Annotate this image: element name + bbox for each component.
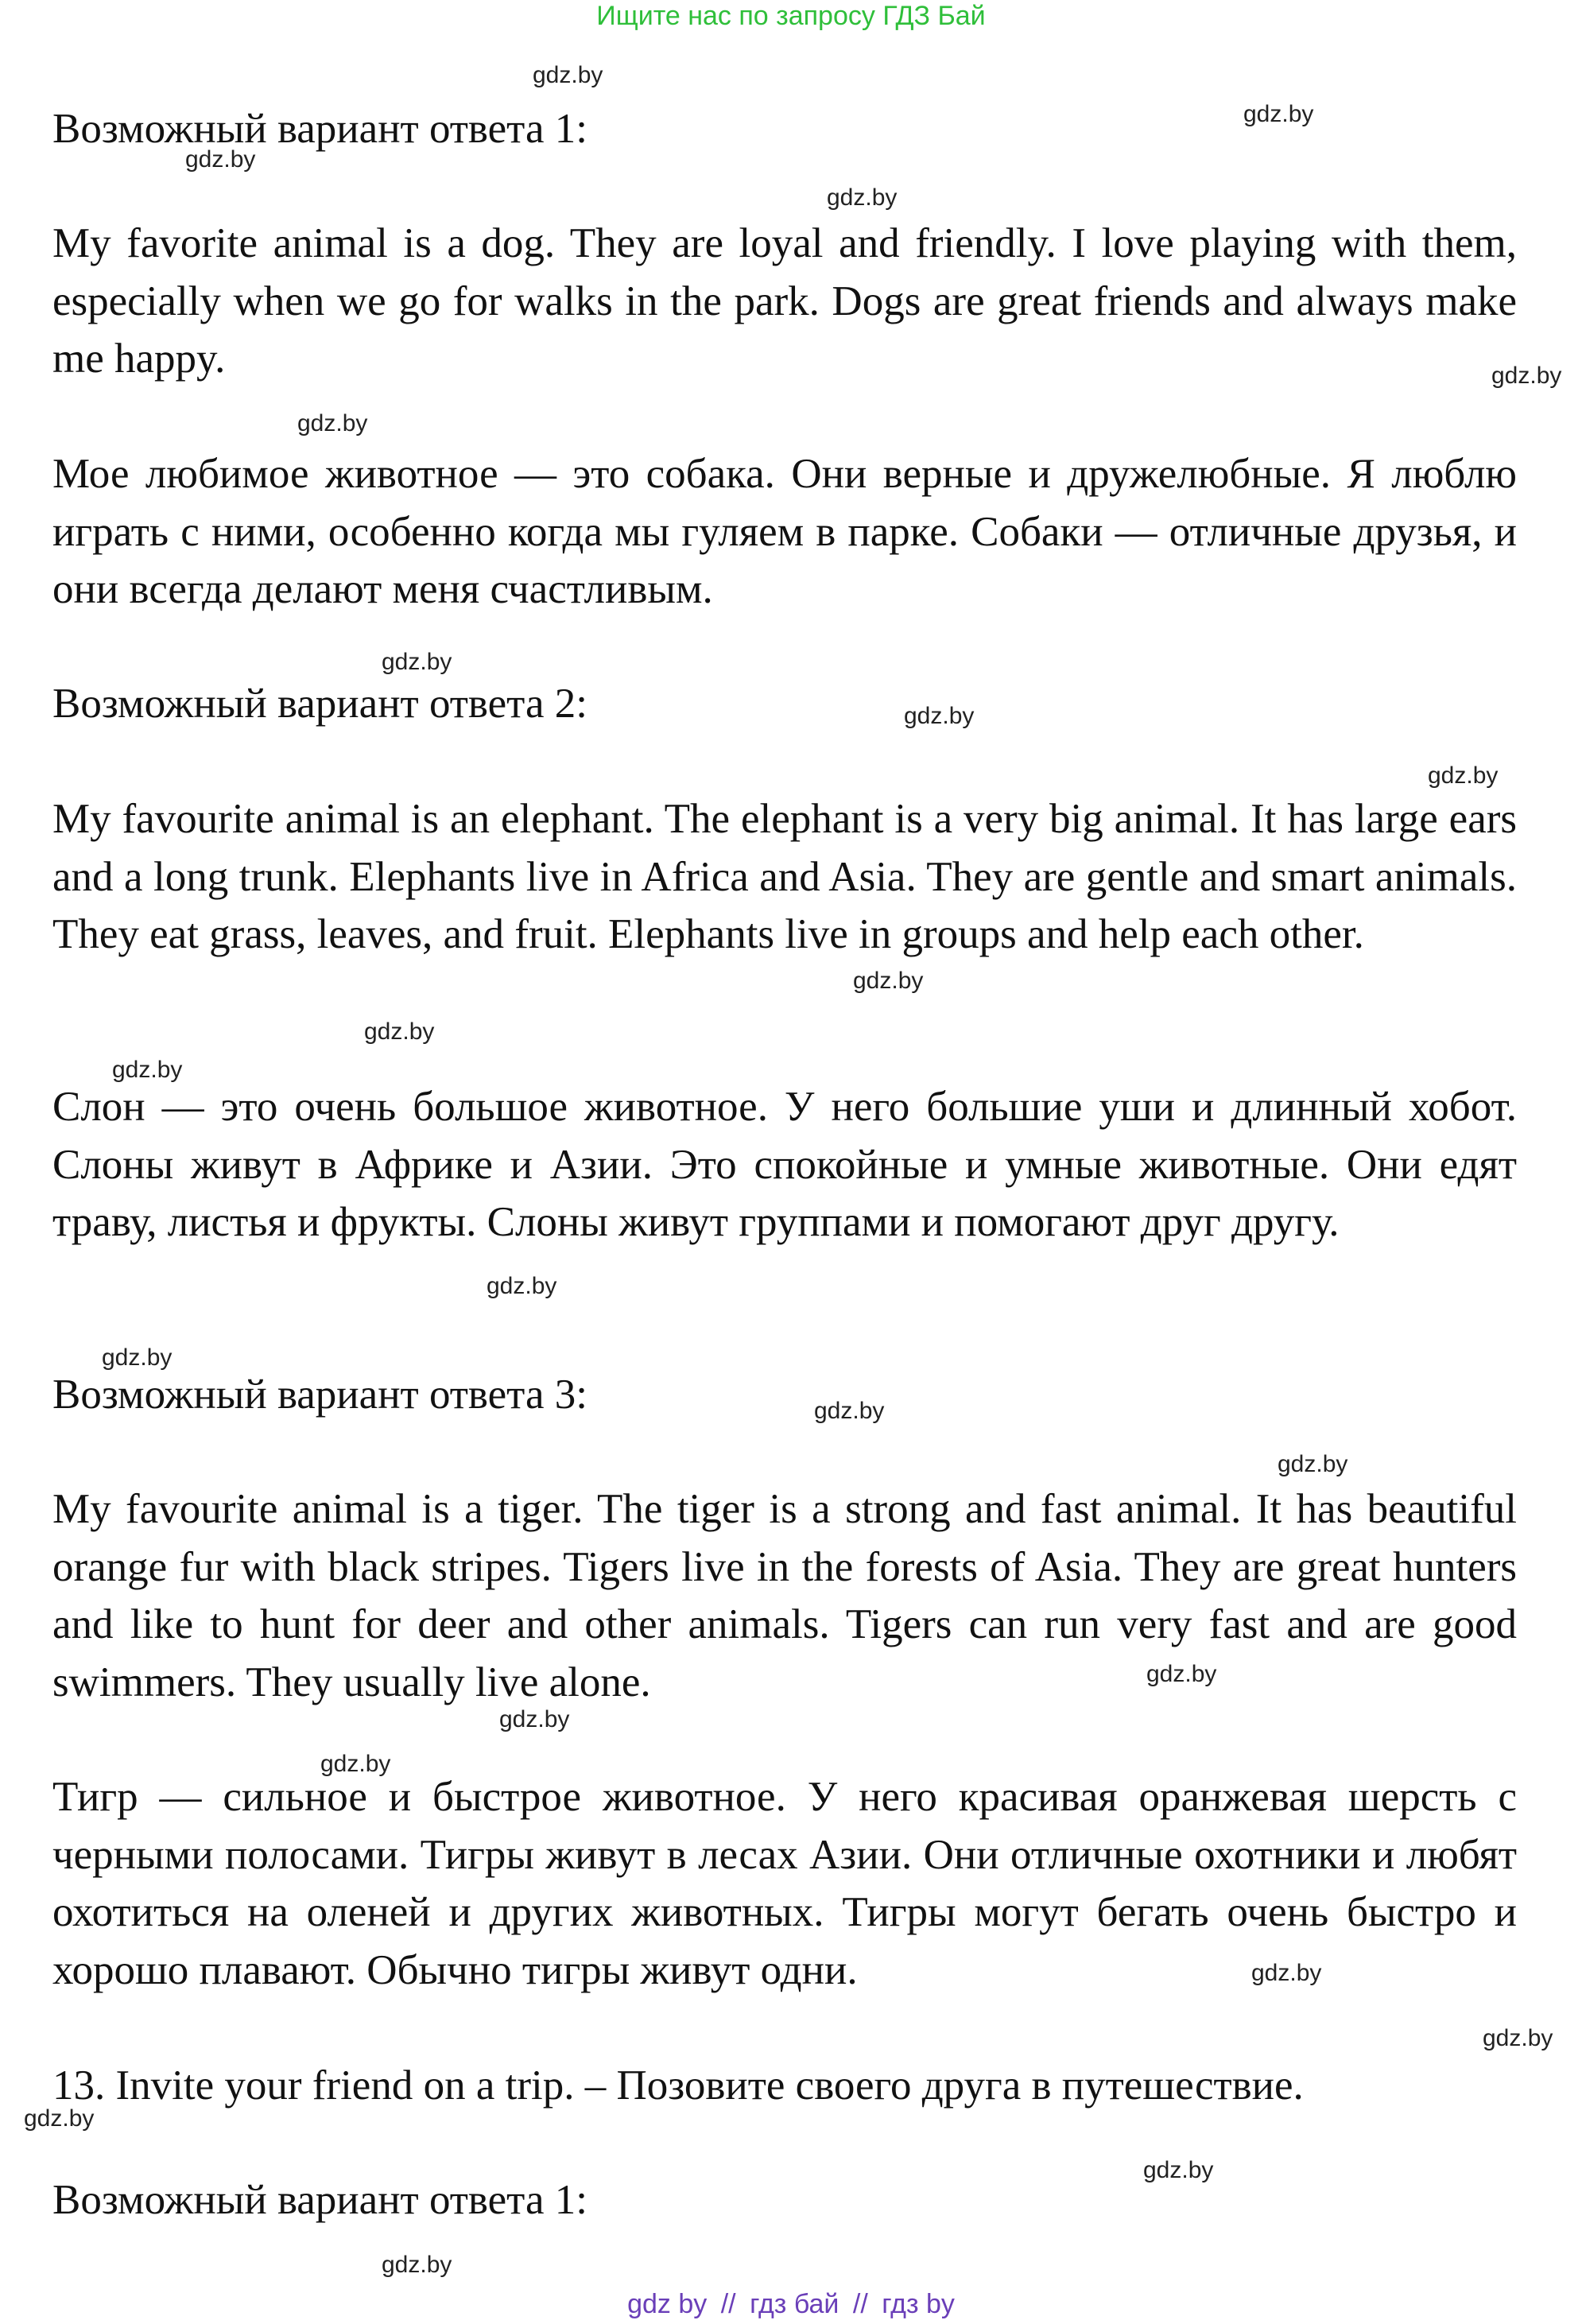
watermark: gdz.by bbox=[499, 1706, 570, 1732]
paragraph-elephant-english: My favourite animal is an elephant. The elephant is a very big animal. It has large ears and a long trunk. Elephants live in Africa and Asia. They are gentle and smart animals. They eat grass, leaves, and fruit. Elephants live in groups and help each other. bbox=[52, 796, 1517, 957]
watermark: gdz.by bbox=[1243, 101, 1314, 127]
watermark: gdz.by bbox=[1483, 2025, 1553, 2051]
paragraph-elephant-russian: Слон — это очень большое животное. У него большие уши и длинный хобот. Слоны живут в Африке и Азии. Это спокойные и умные животные. Они едят траву, листья и фрукты. Слоны живут группами и помогают друг другу. bbox=[52, 1084, 1517, 1245]
watermark: gdz.by bbox=[24, 2105, 95, 2132]
watermark: gdz.by bbox=[185, 146, 256, 173]
watermark: gdz.by bbox=[382, 649, 452, 675]
answer-variant-1-heading: Возможный вариант ответа 1: bbox=[52, 106, 587, 152]
watermark: gdz.by bbox=[364, 1018, 435, 1045]
paragraph-dog-english: My favorite animal is a dog. They are loyal and friendly. I love playing with them, especially when we go for walks in the park. Dogs are great friends and always make me happy. bbox=[52, 220, 1517, 382]
answer-variant-1-heading-task-13: Возможный вариант ответа 1: bbox=[52, 2177, 587, 2223]
watermark: gdz.by bbox=[487, 1273, 557, 1299]
watermark: gdz.by bbox=[827, 184, 898, 211]
footer-link-gdz-bai[interactable]: гдз бай bbox=[750, 2289, 839, 2319]
answer-variant-3-heading: Возможный вариант ответа 3: bbox=[52, 1372, 587, 1418]
watermark: gdz.by bbox=[382, 2252, 452, 2278]
answer-variant-2-heading: Возможный вариант ответа 2: bbox=[52, 681, 587, 727]
paragraph-tiger-english: My favourite animal is a tiger. The tiger is a strong and fast animal. It has beautiful orange fur with black stripes. Tigers live in the forests of Asia. They are great hunters and like to hunt for deer and other animals. Tigers can run very fast and are good swimmers. They usually live alone. bbox=[52, 1486, 1517, 1705]
watermark: gdz.by bbox=[814, 1398, 885, 1424]
top-banner[interactable]: Ищите нас по запросу ГДЗ Бай bbox=[596, 1, 986, 31]
footer-separator: // bbox=[720, 2289, 736, 2319]
watermark: gdz.by bbox=[112, 1057, 183, 1083]
watermark: gdz.by bbox=[297, 410, 368, 436]
watermark: gdz.by bbox=[1491, 363, 1562, 389]
footer-separator: // bbox=[852, 2289, 868, 2319]
watermark: gdz.by bbox=[102, 1344, 173, 1371]
paragraph-tiger-russian: Тигр — сильное и быстрое животное. У него красивая оранжевая шерсть с черными полосами. Тигры живут в лесах Азии. Они отличные охотники и любят охотиться на оленей и других животных. Тигры могут бегать очень быстро и хорошо плавают. Обычно тигры живут одни. bbox=[52, 1774, 1517, 1993]
watermark: gdz.by bbox=[1146, 1661, 1217, 1687]
watermark: gdz.by bbox=[904, 703, 975, 729]
footer-link-gdz-by[interactable]: gdz by bbox=[627, 2289, 708, 2319]
watermark: gdz.by bbox=[1143, 2157, 1214, 2183]
watermark: gdz.by bbox=[1251, 1960, 1322, 1986]
watermark: gdz.by bbox=[533, 62, 603, 88]
watermark: gdz.by bbox=[1278, 1451, 1348, 1477]
task-13-heading: 13. Invite your friend on a trip. – Позовите своего друга в путешествие. bbox=[52, 2062, 1304, 2109]
watermark: gdz.by bbox=[853, 968, 924, 994]
footer-link-gdz-by-cyrillic[interactable]: гдз by bbox=[882, 2289, 955, 2319]
footer-links bbox=[0, 2288, 1582, 2320]
watermark: gdz.by bbox=[1428, 762, 1499, 789]
watermark: gdz.by bbox=[320, 1751, 391, 1777]
paragraph-dog-russian: Мое любимое животное — это собака. Они верные и дружелюбные. Я люблю играть с ними, особенно когда мы гуляем в парке. Собаки — отличные друзья, и они всегда делают меня счастливым. bbox=[52, 451, 1517, 612]
